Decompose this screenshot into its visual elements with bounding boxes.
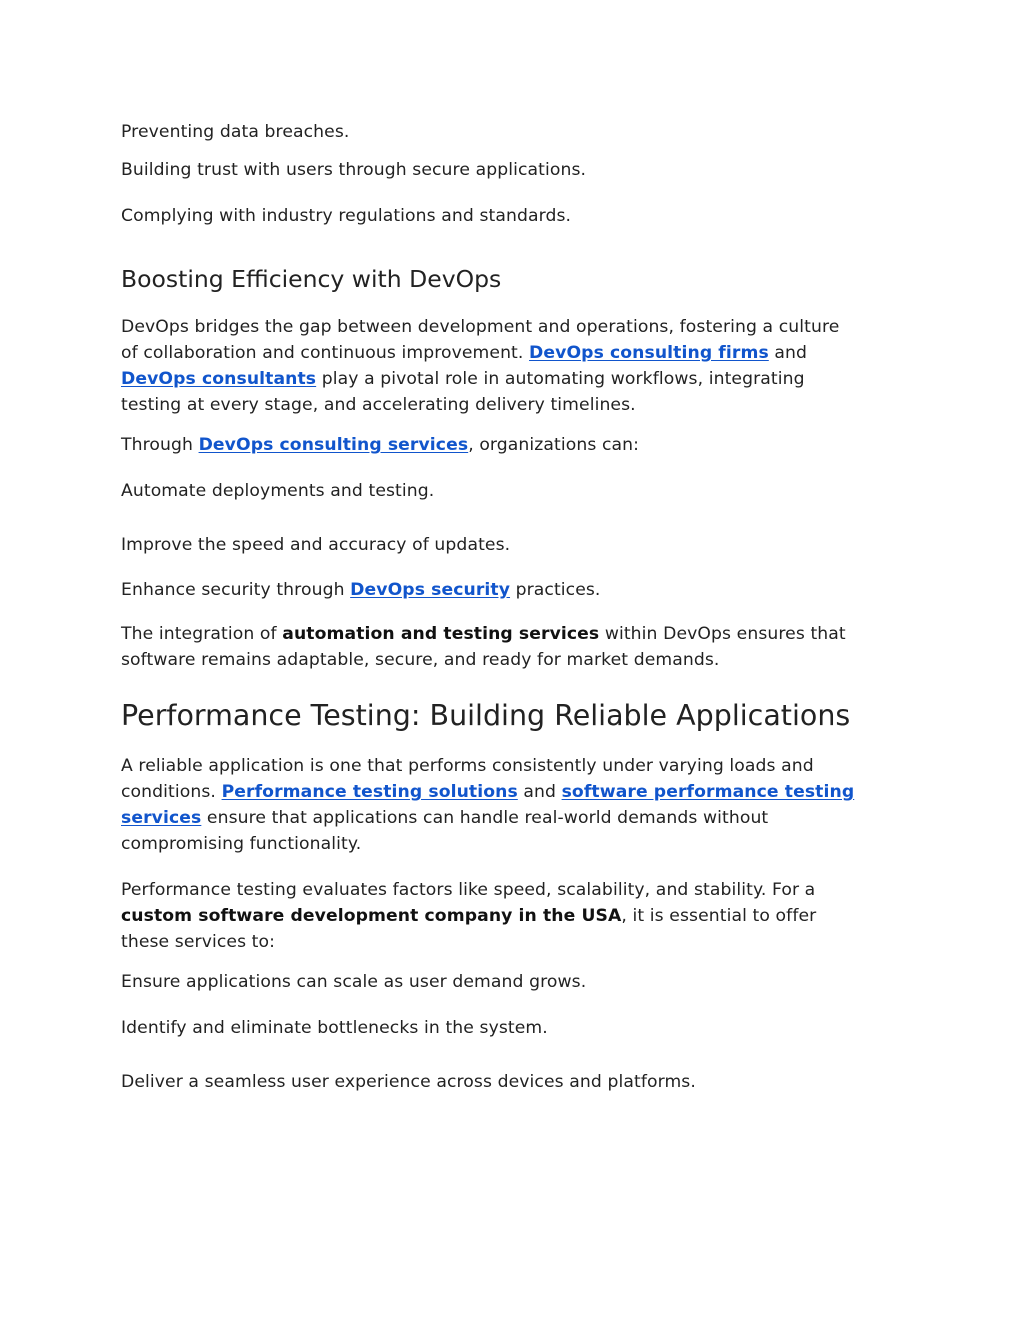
text: The integration of [121, 624, 283, 644]
paragraph-deliver-seamless [121, 1069, 911, 1095]
line: Performance testing evaluates factors like speed, scalability, and stability. For a [121, 880, 816, 900]
paragraph-devops-bridges [121, 314, 911, 418]
line [121, 621, 911, 647]
software-performance-testing-services-link[interactable]: software performance testing [561, 782, 855, 802]
text: Ensure applications can scale as user demand grows. [121, 972, 587, 992]
line [121, 805, 911, 831]
devops-security-link[interactable]: DevOps security [350, 580, 511, 600]
line: software remains adaptable, secure, and ready for market demands. [121, 650, 720, 670]
devops-consulting-firms-link[interactable]: DevOps consulting firms [529, 343, 769, 363]
devops-consulting-services-link[interactable]: DevOps consulting services [198, 435, 469, 455]
text: Enhance security through [121, 580, 351, 600]
line [121, 366, 911, 392]
paragraph-reliable-application [121, 753, 911, 857]
text: play a pivotal role in automating workflows, integrating [316, 369, 805, 389]
text: Complying with industry regulations and standards. [121, 206, 572, 226]
line [121, 779, 911, 805]
line: A reliable application is one that performs consistently under varying loads and [121, 756, 814, 776]
line [121, 340, 911, 366]
paragraph-performance-evaluates [121, 877, 911, 955]
text: Automate deployments and testing. [121, 481, 435, 501]
line [121, 903, 911, 929]
bold-text: custom software development company in the USA [121, 906, 622, 926]
paragraph-through [121, 432, 911, 458]
line: DevOps bridges the gap between development and operations, fostering a culture [121, 317, 840, 337]
text: Identify and eliminate bottlenecks in the system. [121, 1018, 548, 1038]
text: , it is essential to offer [621, 906, 817, 926]
paragraph-automate [121, 478, 911, 504]
paragraph-enhance-security [121, 577, 911, 603]
text: Improve the speed and accuracy of updates. [121, 535, 511, 555]
paragraph-building-trust [121, 157, 911, 183]
paragraph-ensure-scale [121, 969, 911, 995]
text: within DevOps ensures that [599, 624, 846, 644]
text: and [517, 782, 562, 802]
text: of collaboration and continuous improvement. [121, 343, 530, 363]
text: conditions. [121, 782, 222, 802]
paragraph-integration [121, 621, 911, 673]
heading-performance-testing: Performance Testing: Building Reliable Applications [121, 699, 851, 732]
paragraph-complying [121, 203, 911, 229]
text: , organizations can: [468, 435, 640, 455]
paragraph-preventing-breaches [121, 119, 911, 145]
heading-boosting-efficiency: Boosting Efficiency with DevOps [121, 265, 502, 293]
paragraph-identify-bottlenecks [121, 1015, 911, 1041]
text: Deliver a seamless user experience across devices and platforms. [121, 1072, 696, 1092]
text: ensure that applications can handle real-world demands without [201, 808, 769, 828]
text: Preventing data breaches. [121, 122, 350, 142]
line: testing at every stage, and accelerating delivery timelines. [121, 395, 636, 415]
text: and [768, 343, 807, 363]
software-performance-testing-services-link-cont[interactable]: services [121, 808, 202, 828]
bold-text: automation and testing services [282, 624, 600, 644]
text: Through [121, 435, 199, 455]
text: Building trust with users through secure applications. [121, 160, 587, 180]
line: compromising functionality. [121, 834, 362, 854]
devops-consultants-link[interactable]: DevOps consultants [121, 369, 317, 389]
paragraph-improve [121, 532, 911, 558]
text: practices. [510, 580, 601, 600]
performance-testing-solutions-link[interactable]: Performance testing solutions [221, 782, 518, 802]
line: these services to: [121, 932, 276, 952]
